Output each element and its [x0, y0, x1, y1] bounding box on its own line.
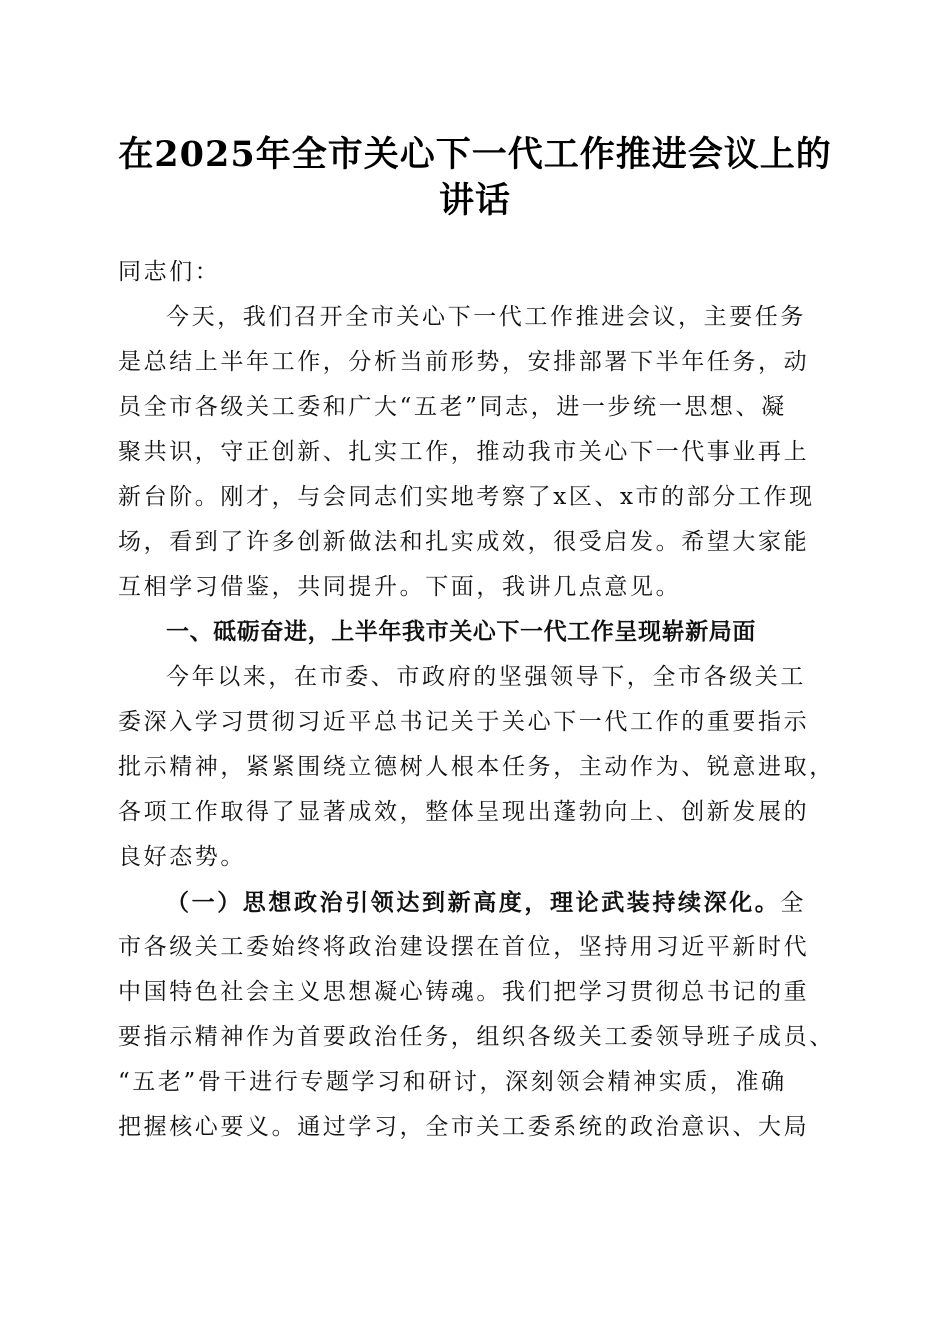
paragraph-line: 把握核心要义。通过学习，全市关工委系统的政治意识、大局 — [118, 1114, 810, 1140]
paragraph-line: 场，看到了许多创新做法和扎实成效，很受启发。希望大家能 — [118, 529, 810, 555]
title-line-1: 在2025年全市关心下一代工作推进会议上的 — [118, 134, 832, 175]
paragraph-line: 委深入学习贯彻习近平总书记关于关心下一代工作的重要指示 — [118, 709, 810, 735]
paragraph-line: 互相学习借鉴，共同提升。下面，我讲几点意见。 — [118, 574, 682, 600]
paragraph-line: 新台阶。刚才，与会同志们实地考察了x区、x市的部分工作现 — [118, 484, 815, 510]
paragraph-line: 市各级关工委始终将政治建设摆在首位，坚持用习近平新时代 — [118, 934, 810, 960]
title-line-2: 讲话 — [438, 180, 511, 221]
paragraph-line: “五老”骨干进行专题学习和研讨，深刻领会精神实质，准确 — [118, 1069, 787, 1095]
paragraph-text: 全 — [780, 890, 807, 916]
paragraph-line: 今天，我们召开全市关心下一代工作推进会议，主要任务 — [166, 304, 806, 330]
subsection-line — [118, 880, 833, 925]
document-body — [118, 250, 833, 1150]
document-title — [110, 132, 840, 224]
paragraph-line: 要指示精神作为首要政治任务，组织各级关工委领导班子成员、 — [118, 1024, 835, 1050]
paragraph-line: 聚共识，守正创新、扎实工作，推动我市关心下一代事业再上 — [118, 439, 810, 465]
paragraph-line: 员全市各级关工委和广大“五老”同志，进一步统一思想、凝 — [118, 394, 787, 420]
paragraph-line: 各项工作取得了显著成效，整体呈现出蓬勃向上、创新发展的 — [118, 799, 810, 825]
paragraph-line: 是总结上半年工作，分析当前形势，安排部署下半年任务，动 — [118, 349, 810, 375]
paragraph-line: 良好态势。 — [118, 844, 246, 870]
paragraph-line: 中国特色社会主义思想凝心铸魂。我们把学习贯彻总书记的重 — [118, 979, 810, 1005]
paragraph-line: 今年以来，在市委、市政府的坚强领导下，全市各级关工 — [166, 664, 806, 690]
paragraph-line: 批示精神，紧紧围绕立德树人根本任务，主动作为、锐意进取， — [118, 754, 835, 780]
subsection-heading: （一）思想政治引领达到新高度，理论武装持续深化。 — [166, 889, 781, 916]
salutation: 同志们： — [118, 259, 221, 285]
section-heading: 一、砥砺奋进，上半年我市关心下一代工作呈现崭新局面 — [166, 619, 756, 645]
